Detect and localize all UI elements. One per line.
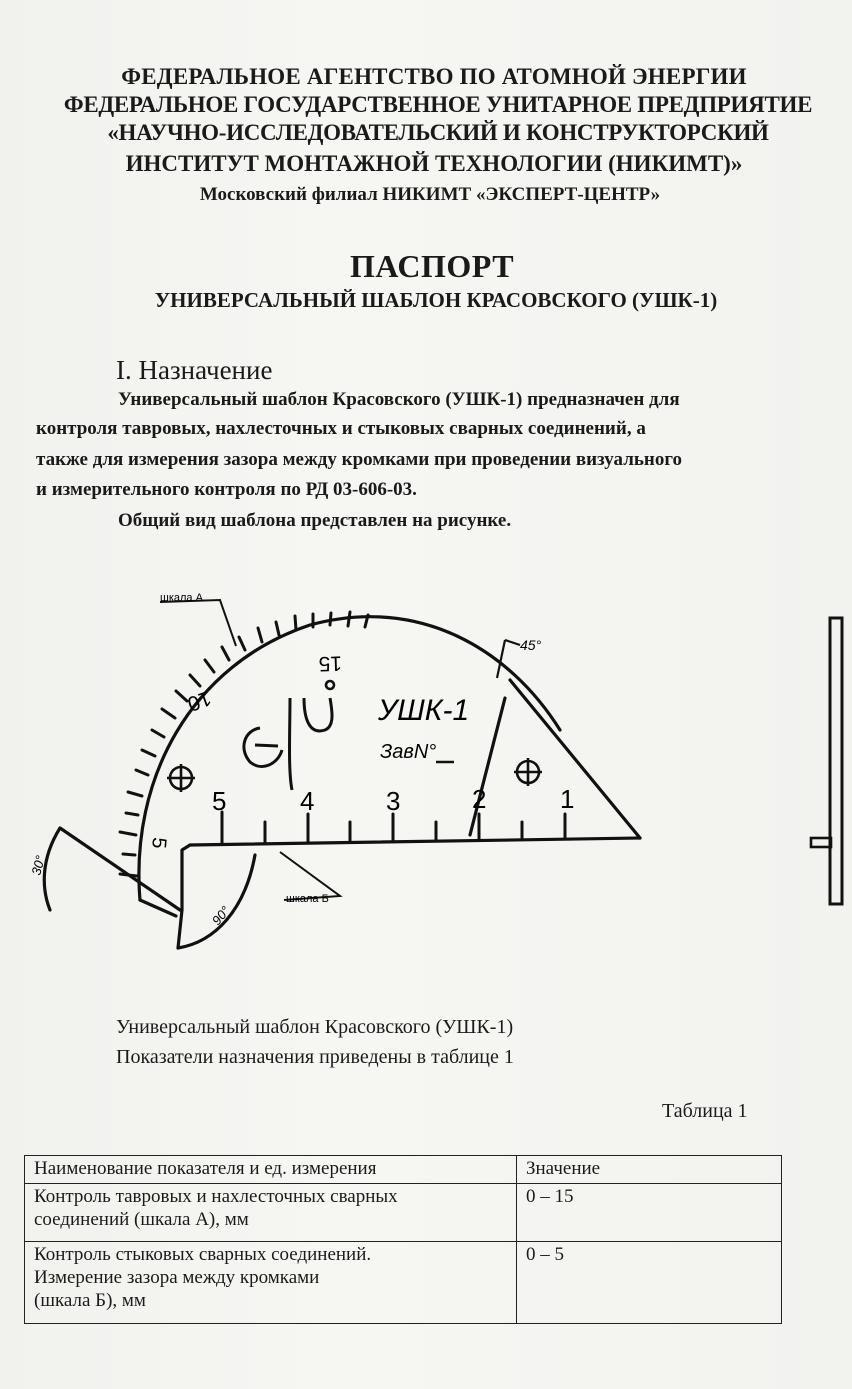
section-heading: I. Назначение (116, 355, 273, 385)
label-scale-b: шкала Б (286, 893, 329, 905)
ruler-number-3: 3 (386, 786, 401, 816)
template-90-arc (178, 855, 255, 948)
header-agency: ФЕДЕРАЛЬНОЕ АГЕНТСТВО ПО АТОМНОЙ ЭНЕРГИИ (121, 64, 747, 89)
rivet-mark (326, 681, 334, 689)
header-branch: Московский филиал НИКИМТ «ЭКСПЕРТ-ЦЕНТР» (199, 184, 661, 205)
cell-line: Измерение зазора между кромками (34, 1267, 320, 1288)
ruler-number-2: 2 (472, 784, 487, 814)
arc-label-10: 10 (184, 685, 215, 716)
ruler-number-4: 4 (300, 786, 315, 816)
table-caption: Таблица 1 (662, 1100, 748, 1122)
logo-symbol (244, 698, 332, 790)
paragraph-line: и измерительного контроля по РД 03-606-03. (36, 479, 417, 500)
table-reference: Показатели назначения приведены в таблице 1 (116, 1046, 514, 1068)
table-row (25, 1184, 782, 1242)
header-enterprise: ФЕДЕРАЛЬНОЕ ГОСУДАРСТВЕННОЕ УНИТАРНОЕ ПРЕДПРИЯТИЕ (63, 92, 813, 117)
template-step (178, 845, 190, 948)
specs-table (24, 1155, 782, 1324)
label-angle-90: 90° (208, 903, 233, 928)
template-30-arc (44, 828, 60, 910)
table-cell-value: 0 – 15 (517, 1184, 782, 1242)
table-cell-name (25, 1242, 517, 1324)
cell-line: Контроль тавровых и нахлесточных сварных (34, 1186, 398, 1207)
header-cell-value: Значение (517, 1156, 782, 1184)
header-institute-2: ИНСТИТУТ МОНТАЖНОЙ ТЕХНОЛОГИИ (НИКИМТ)» (125, 151, 743, 176)
table-header-row (25, 1156, 782, 1184)
label-scale-a: шкала А (160, 592, 203, 604)
paragraph-line: также для измерения зазора между кромками при проведении визуального (36, 449, 683, 470)
ruler-number-1: 1 (560, 784, 575, 814)
template-triangle-edge (510, 680, 640, 838)
paragraph-figure-intro: Общий вид шаблона представлен на рисунке. (118, 510, 512, 531)
header-cell-name: Наименование показателя и ед. измерения (25, 1156, 517, 1184)
cell-line: Контроль стыковых сварных соединений. (34, 1244, 372, 1265)
header-institute-1: «НАУЧНО-ИССЛЕДОВАТЕЛЬСКИЙ И КОНСТРУКТОРСКИЙ (107, 120, 769, 145)
template-arc-outline (139, 617, 560, 900)
document-subtitle: УНИВЕРСАЛЬНЫЙ ШАБЛОН КРАСОВСКОГО (УШК-1) (154, 288, 718, 312)
ruler-number-5: 5 (212, 786, 227, 816)
template-ruler-edge (190, 838, 640, 845)
table-cell-name (25, 1184, 517, 1242)
figure-caption: Универсальный шаблон Красовского (УШК-1) (116, 1016, 514, 1038)
arc-label-15: 15 (318, 651, 343, 676)
template-triangle-inner (470, 698, 505, 835)
label-angle-30: 30° (28, 853, 48, 877)
arc-label-5: 5 (147, 836, 171, 850)
template-drawing (0, 570, 852, 970)
table-row (25, 1242, 782, 1324)
paragraph-line: Универсальный шаблон Красовского (УШК-1) предназначен для (118, 389, 680, 410)
cell-line: соединений (шкала А), мм (34, 1209, 249, 1230)
table-cell-value: 0 – 5 (517, 1242, 782, 1324)
cell-line: (шкала Б), мм (34, 1290, 146, 1311)
label-angle-45: 45° (520, 637, 542, 653)
document-title: ПАСПОРТ (349, 248, 515, 284)
mark-serial: ЗавN° (380, 741, 437, 763)
mark-ushk: УШК-1 (378, 694, 470, 727)
paragraph-line: контроля тавровых, нахлесточных и стыковых сварных соединений, а (36, 418, 646, 439)
template-side-view (805, 612, 852, 912)
